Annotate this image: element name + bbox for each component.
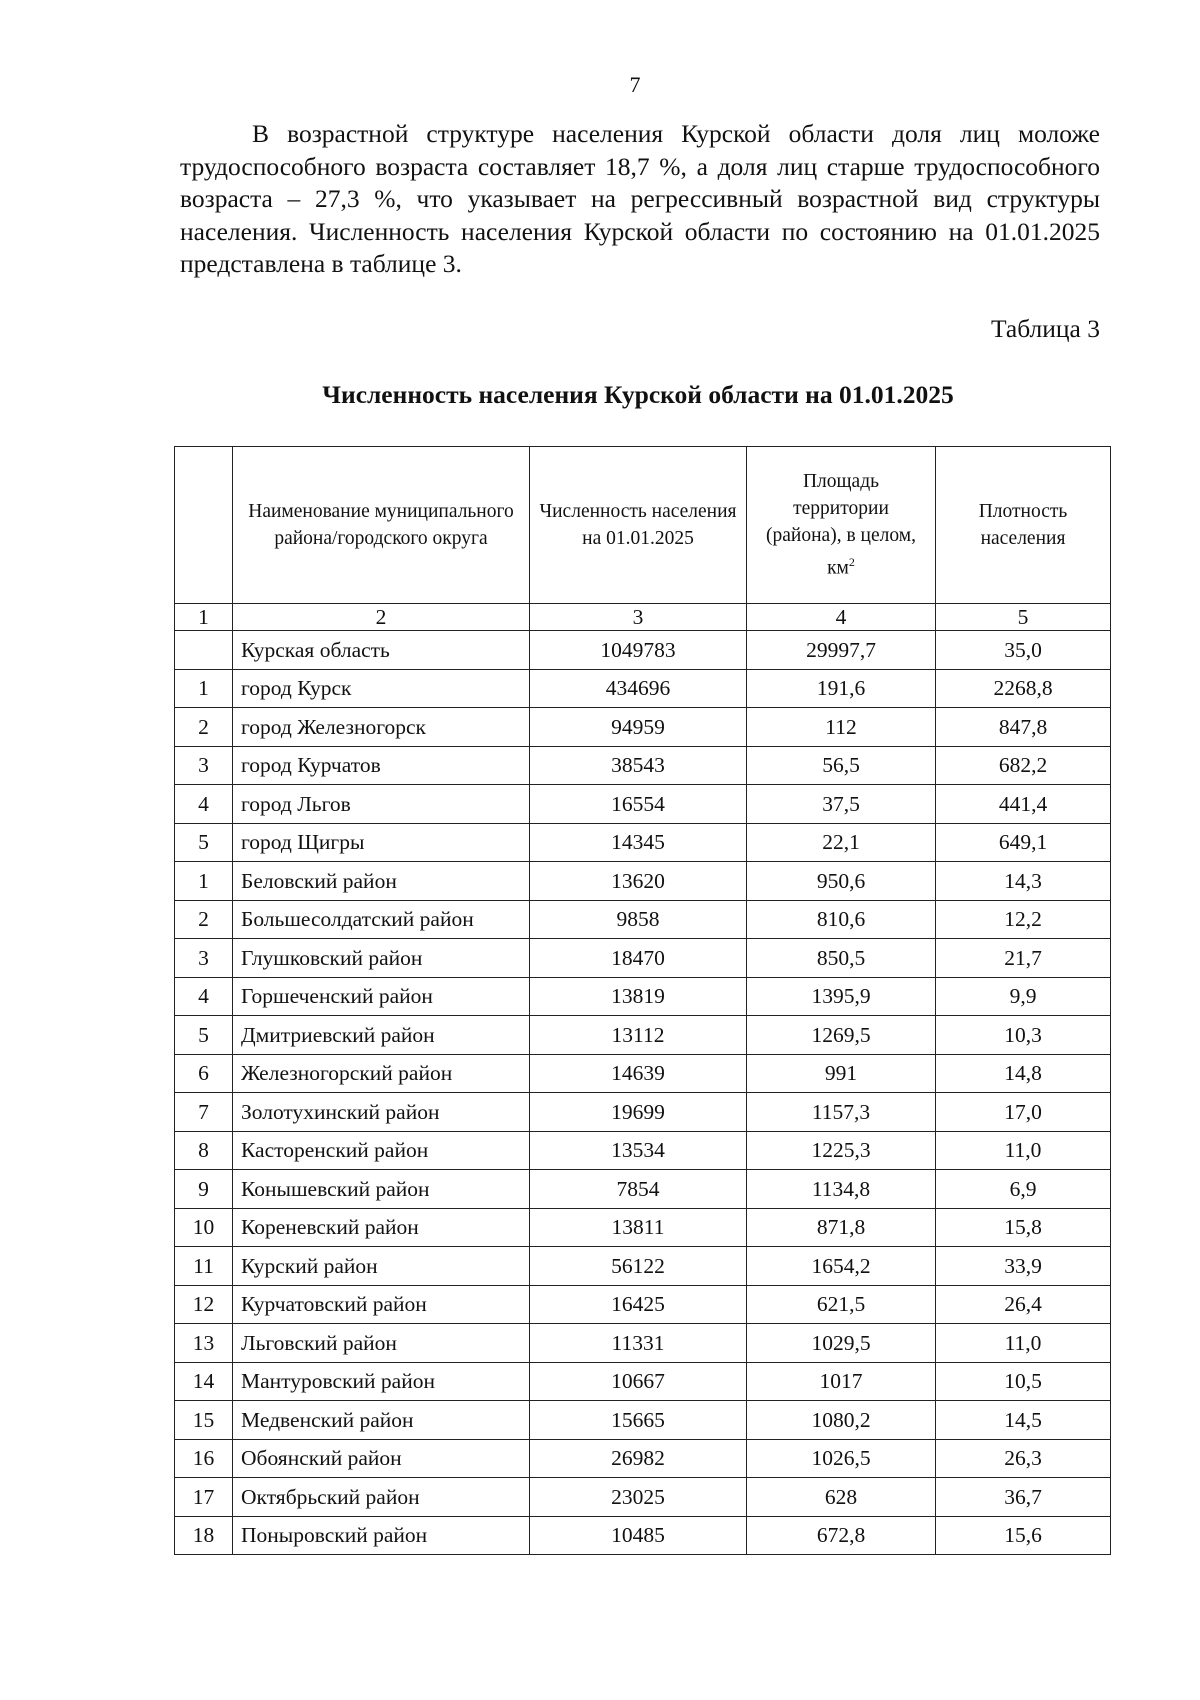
row-population: 13534	[530, 1131, 747, 1170]
row-number: 10	[175, 1208, 233, 1247]
table-row	[175, 1016, 1111, 1055]
row-area: 191,6	[747, 669, 936, 708]
row-density: 847,8	[936, 708, 1111, 747]
row-number: 1	[175, 669, 233, 708]
row-area: 1157,3	[747, 1093, 936, 1132]
row-area: 950,6	[747, 862, 936, 901]
row-density: 33,9	[936, 1247, 1111, 1286]
row-name: Октябрьский район	[233, 1478, 530, 1517]
row-area: 871,8	[747, 1208, 936, 1247]
row-density: 682,2	[936, 746, 1111, 785]
table-row	[175, 1131, 1111, 1170]
table-row	[175, 939, 1111, 978]
column-number: 3	[530, 604, 747, 631]
row-area: 22,1	[747, 823, 936, 862]
row-name: Курская область	[233, 631, 530, 670]
row-number: 17	[175, 1478, 233, 1517]
row-area: 1080,2	[747, 1401, 936, 1440]
row-name: Медвенский район	[233, 1401, 530, 1440]
row-area: 1395,9	[747, 977, 936, 1016]
row-population: 9858	[530, 900, 747, 939]
row-density: 9,9	[936, 977, 1111, 1016]
row-area: 1654,2	[747, 1247, 936, 1286]
column-number-row	[175, 604, 1111, 631]
row-area: 37,5	[747, 785, 936, 824]
row-number: 5	[175, 823, 233, 862]
table-row	[175, 1362, 1111, 1401]
table-title: Численность населения Курской области на 01.01.2025	[322, 380, 954, 409]
header-area	[747, 447, 936, 604]
row-population: 13112	[530, 1016, 747, 1055]
table-row	[175, 977, 1111, 1016]
header-area-unit-sup: 2	[848, 555, 855, 570]
row-population: 19699	[530, 1093, 747, 1132]
table-row	[175, 1170, 1111, 1209]
row-density: 12,2	[936, 900, 1111, 939]
row-density: 15,6	[936, 1516, 1111, 1555]
row-area: 1225,3	[747, 1131, 936, 1170]
row-name: Горшеченский район	[233, 977, 530, 1016]
row-number: 13	[175, 1324, 233, 1363]
row-number: 4	[175, 977, 233, 1016]
row-number: 14	[175, 1362, 233, 1401]
row-density: 14,5	[936, 1401, 1111, 1440]
column-number: 2	[233, 604, 530, 631]
row-area: 991	[747, 1054, 936, 1093]
row-area: 1269,5	[747, 1016, 936, 1055]
row-density: 36,7	[936, 1478, 1111, 1517]
row-area: 1029,5	[747, 1324, 936, 1363]
table-row	[175, 1247, 1111, 1286]
row-number: 18	[175, 1516, 233, 1555]
table-row	[175, 1054, 1111, 1093]
row-density: 11,0	[936, 1324, 1111, 1363]
row-name: Железногорский район	[233, 1054, 530, 1093]
row-area: 29997,7	[747, 631, 936, 670]
row-density: 35,0	[936, 631, 1111, 670]
row-density: 649,1	[936, 823, 1111, 862]
row-name: город Щигры	[233, 823, 530, 862]
row-population: 11331	[530, 1324, 747, 1363]
row-population: 13811	[530, 1208, 747, 1247]
row-name: город Железногорск	[233, 708, 530, 747]
header-name: Наименование муниципального района/городского округа	[233, 447, 530, 604]
row-population: 14345	[530, 823, 747, 862]
row-population: 18470	[530, 939, 747, 978]
row-density: 14,3	[936, 862, 1111, 901]
row-population: 10485	[530, 1516, 747, 1555]
row-population: 23025	[530, 1478, 747, 1517]
row-name: Льговский район	[233, 1324, 530, 1363]
row-name: Конышевский район	[233, 1170, 530, 1209]
row-population: 13819	[530, 977, 747, 1016]
table-header-row	[175, 447, 1111, 604]
table-row	[175, 823, 1111, 862]
row-area: 1017	[747, 1362, 936, 1401]
row-number: 8	[175, 1131, 233, 1170]
row-density: 10,3	[936, 1016, 1111, 1055]
header-population: Численность населения на 01.01.2025	[530, 447, 747, 604]
row-name: город Льгов	[233, 785, 530, 824]
row-name: Большесолдатский район	[233, 900, 530, 939]
table-row	[175, 631, 1111, 670]
row-area: 628	[747, 1478, 936, 1517]
intro-paragraph: В возрастной структуре населения Курской области доля лиц моложе трудоспособного возраста составляет 18,7 %, а доля лиц старше трудоспособного возраста – 27,3 %, что указывает на регрессивный возрастной вид структуры населения. Численность населения Курской области по состоянию на 01.01.2025 представлена в таблице 3.	[180, 119, 1100, 278]
row-density: 17,0	[936, 1093, 1111, 1132]
row-name: город Курчатов	[233, 746, 530, 785]
row-number: 9	[175, 1170, 233, 1209]
table-row	[175, 1324, 1111, 1363]
row-number: 6	[175, 1054, 233, 1093]
row-number	[175, 631, 233, 670]
column-number: 4	[747, 604, 936, 631]
row-area: 1026,5	[747, 1439, 936, 1478]
row-number: 4	[175, 785, 233, 824]
table-row	[175, 708, 1111, 747]
page-number: 7	[629, 72, 641, 97]
row-number: 5	[175, 1016, 233, 1055]
row-population: 13620	[530, 862, 747, 901]
header-area-text: Площадь территории (района), в целом, км	[766, 471, 916, 579]
column-number: 1	[175, 604, 233, 631]
table-row	[175, 669, 1111, 708]
row-density: 14,8	[936, 1054, 1111, 1093]
row-name: Кореневский район	[233, 1208, 530, 1247]
row-density: 26,3	[936, 1439, 1111, 1478]
table-row	[175, 1285, 1111, 1324]
row-name: Курский район	[233, 1247, 530, 1286]
row-population: 16554	[530, 785, 747, 824]
table-row	[175, 785, 1111, 824]
row-density: 15,8	[936, 1208, 1111, 1247]
table-row	[175, 900, 1111, 939]
table-row	[175, 1516, 1111, 1555]
population-table	[174, 446, 1111, 1555]
row-number: 15	[175, 1401, 233, 1440]
row-area: 112	[747, 708, 936, 747]
row-density: 6,9	[936, 1170, 1111, 1209]
row-population: 94959	[530, 708, 747, 747]
row-population: 26982	[530, 1439, 747, 1478]
table-row	[175, 1401, 1111, 1440]
row-population: 434696	[530, 669, 747, 708]
row-name: Дмитриевский район	[233, 1016, 530, 1055]
row-population: 7854	[530, 1170, 747, 1209]
row-density: 11,0	[936, 1131, 1111, 1170]
row-number: 2	[175, 900, 233, 939]
header-density: Плотность населения	[936, 447, 1111, 604]
table-row	[175, 746, 1111, 785]
row-density: 10,5	[936, 1362, 1111, 1401]
header-num	[175, 447, 233, 604]
row-number: 7	[175, 1093, 233, 1132]
row-density: 2268,8	[936, 669, 1111, 708]
row-population: 15665	[530, 1401, 747, 1440]
row-population: 16425	[530, 1285, 747, 1324]
table-row	[175, 1208, 1111, 1247]
row-name: Обоянский район	[233, 1439, 530, 1478]
row-name: Мантуровский район	[233, 1362, 530, 1401]
table-row	[175, 1478, 1111, 1517]
row-area: 56,5	[747, 746, 936, 785]
row-name: Касторенский район	[233, 1131, 530, 1170]
row-name: Беловский район	[233, 862, 530, 901]
row-number: 3	[175, 746, 233, 785]
row-area: 621,5	[747, 1285, 936, 1324]
row-population: 1049783	[530, 631, 747, 670]
row-density: 21,7	[936, 939, 1111, 978]
row-number: 1	[175, 862, 233, 901]
row-name: Глушковский район	[233, 939, 530, 978]
row-number: 12	[175, 1285, 233, 1324]
row-area: 850,5	[747, 939, 936, 978]
row-name: Поныровский район	[233, 1516, 530, 1555]
row-area: 1134,8	[747, 1170, 936, 1209]
table-caption: Таблица 3	[990, 314, 1100, 343]
column-number: 5	[936, 604, 1111, 631]
row-area: 810,6	[747, 900, 936, 939]
row-population: 14639	[530, 1054, 747, 1093]
row-density: 441,4	[936, 785, 1111, 824]
row-population: 56122	[530, 1247, 747, 1286]
row-name: Золотухинский район	[233, 1093, 530, 1132]
row-density: 26,4	[936, 1285, 1111, 1324]
row-name: город Курск	[233, 669, 530, 708]
row-population: 38543	[530, 746, 747, 785]
table-row	[175, 1093, 1111, 1132]
row-number: 16	[175, 1439, 233, 1478]
table-body	[175, 631, 1111, 1555]
row-number: 3	[175, 939, 233, 978]
row-population: 10667	[530, 1362, 747, 1401]
row-name: Курчатовский район	[233, 1285, 530, 1324]
row-number: 2	[175, 708, 233, 747]
row-area: 672,8	[747, 1516, 936, 1555]
row-number: 11	[175, 1247, 233, 1286]
table-row	[175, 1439, 1111, 1478]
table-row	[175, 862, 1111, 901]
